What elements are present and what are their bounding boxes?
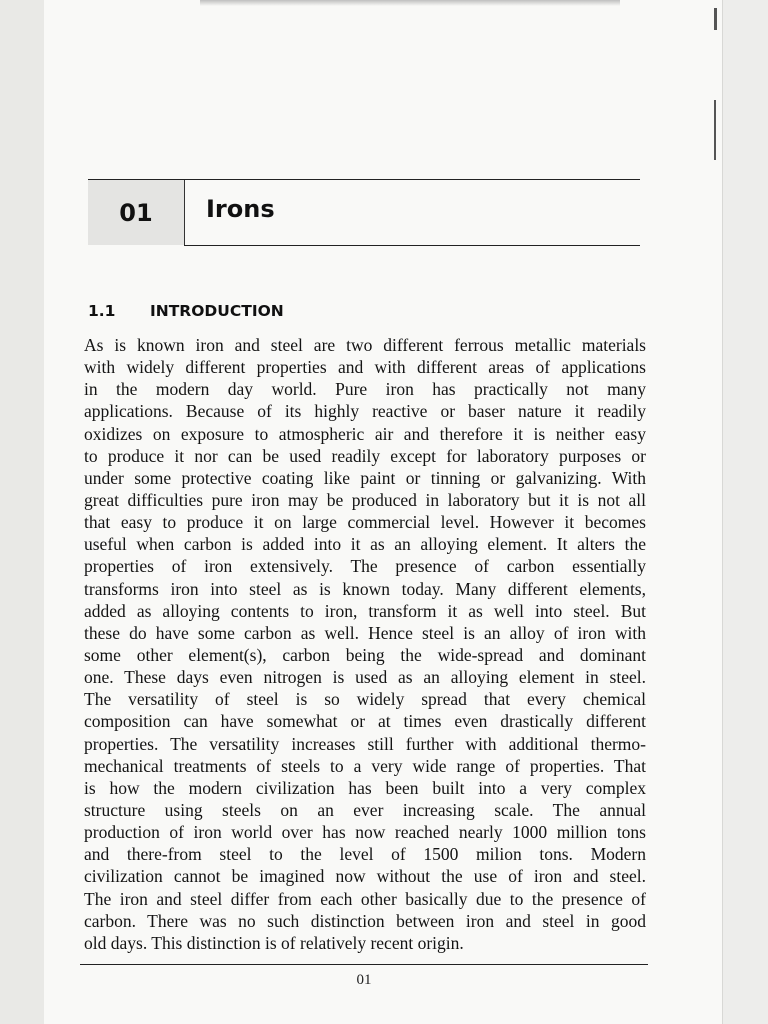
text-line: under some protective coating like paint or tinning or galvanizing. With bbox=[84, 467, 646, 488]
page-edge-mark bbox=[714, 8, 717, 30]
chapter-number: 01 bbox=[88, 180, 185, 245]
text-line: properties. The versatility increases still further with additional thermo- bbox=[84, 733, 646, 754]
text-line: structure using steels on an ever increasing scale. The annual bbox=[84, 799, 646, 820]
text-line: is how the modern civilization has been built into a very complex bbox=[84, 777, 646, 798]
text-line: some other element(s), carbon being the wide-spread and dominant bbox=[84, 644, 646, 665]
text-line: applications. Because of its highly reactive or baser nature it readily bbox=[84, 401, 646, 422]
text-line: one. These days even nitrogen is used as an alloying element in steel. bbox=[84, 667, 646, 688]
text-line: useful when carbon is added into it as an alloying element. It alters the bbox=[84, 534, 646, 555]
text-line: with widely different properties and with different areas of applications bbox=[84, 357, 646, 378]
text-line: civilization cannot be imagined now without the use of iron and steel. bbox=[84, 866, 646, 887]
text-line: great difficulties pure iron may be produced in laboratory but it is not all bbox=[84, 489, 646, 510]
chapter-header bbox=[88, 179, 640, 245]
text-line: these do have some carbon as well. Hence steel is an alloy of iron with bbox=[84, 622, 646, 643]
section-heading bbox=[88, 302, 284, 320]
text-line: The iron and steel differ from each other basically due to the presence of bbox=[84, 888, 646, 909]
bleed-through-mark bbox=[200, 0, 620, 6]
body-paragraph bbox=[84, 334, 646, 954]
text-line: carbon. There was no such distinction between iron and steel in good bbox=[84, 910, 646, 931]
text-line: composition can have somewhat or at times even drastically different bbox=[84, 711, 646, 732]
text-line: to produce it nor can be used readily except for laboratory purposes or bbox=[84, 445, 646, 466]
text-line: that easy to produce it on large commercial level. However it becomes bbox=[84, 512, 646, 533]
text-line: properties of iron extensively. The presence of carbon essentially bbox=[84, 556, 646, 577]
text-line: The versatility of steel is so widely spread that every chemical bbox=[84, 689, 646, 710]
text-line: production of iron world over has now reached nearly 1000 million tons bbox=[84, 822, 646, 843]
text-line: As is known iron and steel are two different ferrous metallic materials bbox=[84, 335, 646, 355]
text-line: oxidizes on exposure to atmospheric air and therefore it is neither easy bbox=[84, 423, 646, 444]
text-line: added as alloying contents to iron, transform it as well into steel. But bbox=[84, 600, 646, 621]
scan-right-margin bbox=[722, 0, 768, 1024]
scan-left-margin bbox=[0, 0, 44, 1024]
section-number: 1.1 bbox=[88, 302, 116, 320]
footer-rule bbox=[80, 964, 648, 965]
section-title: INTRODUCTION bbox=[150, 302, 284, 320]
page-edge-mark bbox=[714, 100, 716, 160]
text-line: mechanical treatments of steels to a very wide range of properties. That bbox=[84, 755, 646, 776]
chapter-header-bottom-rule bbox=[184, 245, 640, 246]
text-line: transforms iron into steel as is known today. Many different elements, bbox=[84, 578, 646, 599]
text-line: and there-from steel to the level of 1500 milion tons. Modern bbox=[84, 844, 646, 865]
page-number: 01 bbox=[356, 972, 372, 988]
text-line: in the modern day world. Pure iron has practically not many bbox=[84, 379, 646, 400]
text-line: old days. This distinction is of relatively recent origin. bbox=[84, 932, 464, 953]
chapter-title: Irons bbox=[206, 195, 275, 223]
